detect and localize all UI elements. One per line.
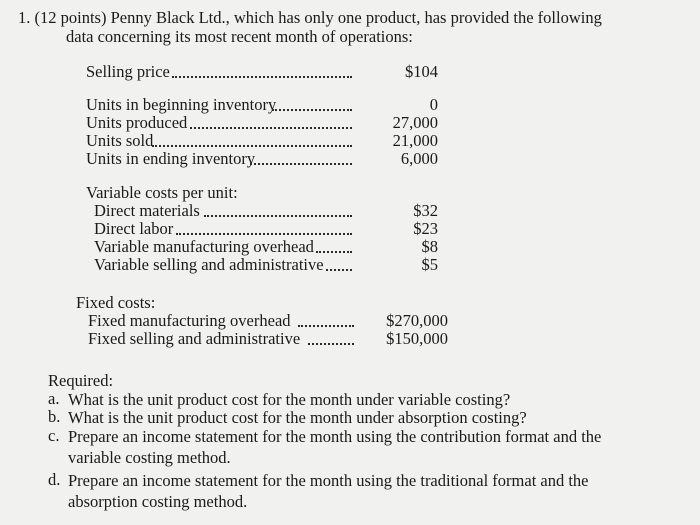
required-item-a-letter: a. — [48, 389, 60, 408]
units-produced-leader — [190, 127, 352, 129]
fixed-mfg-overhead-leader — [298, 325, 354, 327]
direct-materials-label: Direct materials — [94, 201, 200, 220]
fixed-mfg-overhead-value: $270,000 — [386, 311, 448, 330]
required-heading: Required: — [48, 371, 114, 390]
fixed-costs-heading: Fixed costs: — [76, 293, 156, 312]
units-ending-leader — [250, 163, 352, 165]
fixed-selling-admin-label: Fixed selling and administrative — [88, 329, 301, 348]
required-item-a-text: What is the unit product cost for the month under variable costing? — [68, 390, 511, 409]
direct-labor-label: Direct labor — [94, 219, 174, 238]
direct-labor-value: $23 — [413, 219, 438, 238]
question-line-1: 1. (12 points) Penny Black Ltd., which has only one product, has provided the following — [18, 8, 602, 27]
fixed-mfg-overhead-label: Fixed manufacturing overhead — [88, 311, 291, 330]
required-item-b-letter: b. — [48, 407, 61, 426]
variable-mfg-overhead-label: Variable manufacturing overhead — [94, 237, 314, 256]
units-beginning-value: 0 — [429, 95, 438, 114]
variable-mfg-overhead-leader — [316, 251, 352, 253]
required-item-c-letter: c. — [48, 426, 60, 445]
units-sold-leader — [152, 145, 352, 147]
direct-materials-value: $32 — [413, 201, 438, 220]
required-item-d-letter: d. — [48, 470, 61, 489]
variable-mfg-overhead-value: $8 — [421, 237, 438, 256]
fixed-selling-admin-value: $150,000 — [386, 329, 448, 348]
required-item-d-text: Prepare an income statement for the month using the traditional format and the absorption costing method. — [68, 471, 589, 511]
variable-selling-admin-value: $5 — [421, 255, 438, 274]
units-ending-value: 6,000 — [400, 149, 438, 168]
units-sold-label: Units sold — [86, 131, 154, 150]
selling-price-value: $104 — [405, 62, 438, 81]
direct-materials-leader — [204, 215, 352, 217]
variable-costs-heading: Variable costs per unit: — [86, 183, 238, 202]
question-line-2: data concerning its most recent month of operations: — [66, 27, 413, 46]
units-beginning-leader — [272, 109, 352, 111]
selling-price-leader — [172, 76, 352, 78]
required-item-b-text: What is the unit product cost for the month under absorption costing? — [68, 408, 527, 427]
required-item-c-text: Prepare an income statement for the month using the contribution format and the variable costing method. — [68, 427, 602, 467]
units-ending-label: Units in ending inventory — [86, 149, 256, 168]
units-produced-value: 27,000 — [392, 113, 438, 132]
units-sold-value: 21,000 — [392, 131, 438, 150]
direct-labor-leader — [176, 233, 352, 235]
variable-selling-admin-label: Variable selling and administrative — [94, 255, 324, 274]
variable-selling-admin-leader — [326, 269, 352, 271]
units-produced-label: Units produced — [86, 113, 188, 132]
fixed-selling-admin-leader — [308, 343, 354, 345]
selling-price-label: Selling price — [86, 62, 170, 81]
units-beginning-label: Units in beginning inventory — [86, 95, 277, 114]
